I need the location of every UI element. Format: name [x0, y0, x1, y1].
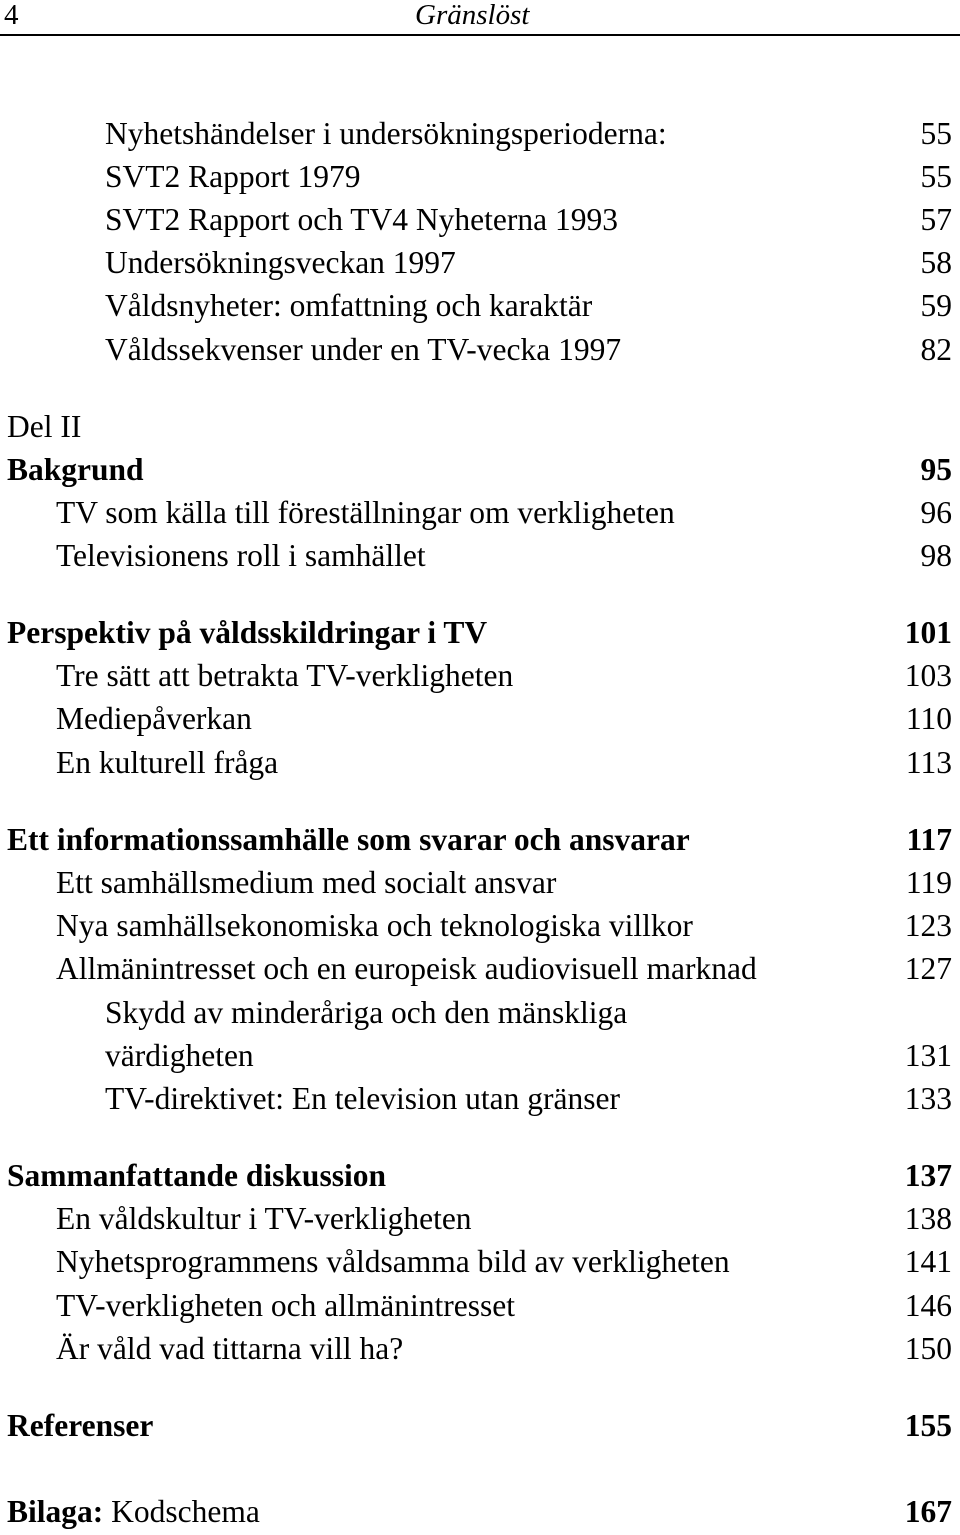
- toc-entry: [0, 699, 960, 739]
- toc-entry-page: 101: [904, 615, 952, 650]
- toc-part-heading: [0, 407, 960, 447]
- toc-entry-title: SVT2 Rapport och TV4 Nyheterna 1993: [105, 202, 618, 237]
- toc-entry: [0, 536, 960, 576]
- toc-entry: [0, 114, 960, 154]
- toc-entry-title: Våldsnyheter: omfattning och karaktär: [105, 288, 593, 323]
- toc-chapter: [0, 1492, 960, 1532]
- toc-entry-title: TV som källa till föreställningar om verkligheten: [56, 495, 675, 530]
- toc-entry-title: En kulturell fråga: [56, 745, 279, 780]
- toc-entry: [0, 656, 960, 696]
- toc-entry: [0, 1286, 960, 1326]
- toc-entry: [0, 243, 960, 283]
- toc-entry-title: Våldssekvenser under en TV-vecka 1997: [105, 332, 622, 367]
- toc-entry-title: Bilaga:: [7, 1494, 104, 1529]
- toc-entry-title: Ett samhällsmedium med socialt ansvar: [56, 865, 557, 900]
- toc-entry-title: TV-verkligheten och allmänintresset: [56, 1288, 515, 1323]
- toc-entry-page: 155: [904, 1408, 952, 1443]
- toc-entry-title: SVT2 Rapport 1979: [105, 159, 361, 194]
- toc-entry-page: 123: [904, 908, 952, 943]
- toc-entry: [0, 330, 960, 370]
- toc-entry-page: 95: [920, 452, 952, 487]
- toc-entry: [0, 157, 960, 197]
- toc-entry-page: 103: [904, 658, 952, 693]
- toc-entry-title: Ett informationssamhälle som svarar och ansvarar: [7, 822, 690, 857]
- toc-entry-title: värdigheten: [105, 1038, 254, 1073]
- toc-entry: [0, 1329, 960, 1369]
- toc-entry-title: TV-direktivet: En television utan gränser: [105, 1081, 620, 1116]
- toc-entry-title: Del II: [7, 409, 82, 444]
- running-title: Gränslöst: [415, 0, 530, 31]
- toc-entry-title: Allmänintresset och en europeisk audiovisuell marknad: [56, 951, 757, 986]
- toc-chapter: [0, 820, 960, 860]
- toc-chapter: [0, 613, 960, 653]
- toc-entry-title: Är våld vad tittarna vill ha?: [56, 1331, 404, 1366]
- toc-entry-page: 117: [906, 822, 952, 857]
- toc-entry: [0, 1036, 960, 1076]
- toc-entry-page: 59: [920, 288, 952, 323]
- toc-entry: [0, 493, 960, 533]
- toc-entry: [0, 1242, 960, 1282]
- toc-entry: [0, 949, 960, 989]
- toc-entry-title: En våldskultur i TV-verkligheten: [56, 1201, 472, 1236]
- toc-entry-page: 131: [904, 1038, 952, 1073]
- toc-entry: [0, 1199, 960, 1239]
- toc-entry: [0, 200, 960, 240]
- toc-entry-page: 127: [904, 951, 952, 986]
- toc-entry-page: 96: [920, 495, 952, 530]
- toc-entry: [0, 906, 960, 946]
- toc-entry-page: 150: [904, 1331, 952, 1366]
- toc-entry-title: Nyhetshändelser i undersökningsperioderna:: [105, 116, 667, 151]
- toc-chapter: [0, 1406, 960, 1446]
- toc-entry-page: 141: [904, 1244, 952, 1279]
- toc-chapter: [0, 1156, 960, 1196]
- toc-entry-title: Bakgrund: [7, 452, 144, 487]
- toc-entry: [0, 1079, 960, 1119]
- toc-entry-title: Nyhetsprogrammens våldsamma bild av verkligheten: [56, 1244, 730, 1279]
- toc-entry-page: 57: [920, 202, 952, 237]
- toc-entry-page: 110: [905, 701, 952, 736]
- toc-entry-title: Tre sätt att betrakta TV-verkligheten: [56, 658, 514, 693]
- toc-entry-page: 167: [904, 1494, 952, 1529]
- toc-entry-page: 98: [920, 538, 952, 573]
- toc-entry-title: Sammanfattande diskussion: [7, 1158, 386, 1193]
- toc-entry-page: 146: [904, 1288, 952, 1323]
- toc-entry-page: 137: [904, 1158, 952, 1193]
- toc-entry-page: 55: [920, 159, 952, 194]
- toc-entry-title: Nya samhällsekonomiska och teknologiska villkor: [56, 908, 693, 943]
- toc-entry-title: Mediepåverkan: [56, 701, 252, 736]
- toc-entry-title: Undersökningsveckan 1997: [105, 245, 456, 280]
- toc-entry-page: 82: [920, 332, 952, 367]
- toc-entry-page: 113: [905, 745, 952, 780]
- toc-entry-title-rest: Kodschema: [103, 1494, 260, 1529]
- toc-entry-title: Perspektiv på våldsskildringar i TV: [7, 615, 488, 650]
- toc-entry-title: Referenser: [7, 1408, 154, 1443]
- toc-chapter: [0, 450, 960, 490]
- toc-entry: [0, 993, 960, 1033]
- toc-entry: [0, 863, 960, 903]
- toc-entry-page: 55: [920, 116, 952, 151]
- toc-entry-page: 119: [905, 865, 952, 900]
- toc-entry-page: 133: [904, 1081, 952, 1116]
- toc-entry-page: 138: [904, 1201, 952, 1236]
- toc-entry-page: 58: [920, 245, 952, 280]
- page-number: 4: [4, 0, 19, 31]
- toc-entry: [0, 286, 960, 326]
- toc-entry-title: Televisionens roll i samhället: [56, 538, 426, 573]
- toc-entry: [0, 743, 960, 783]
- toc-entry-title: Skydd av minderåriga och den mänskliga: [105, 995, 628, 1030]
